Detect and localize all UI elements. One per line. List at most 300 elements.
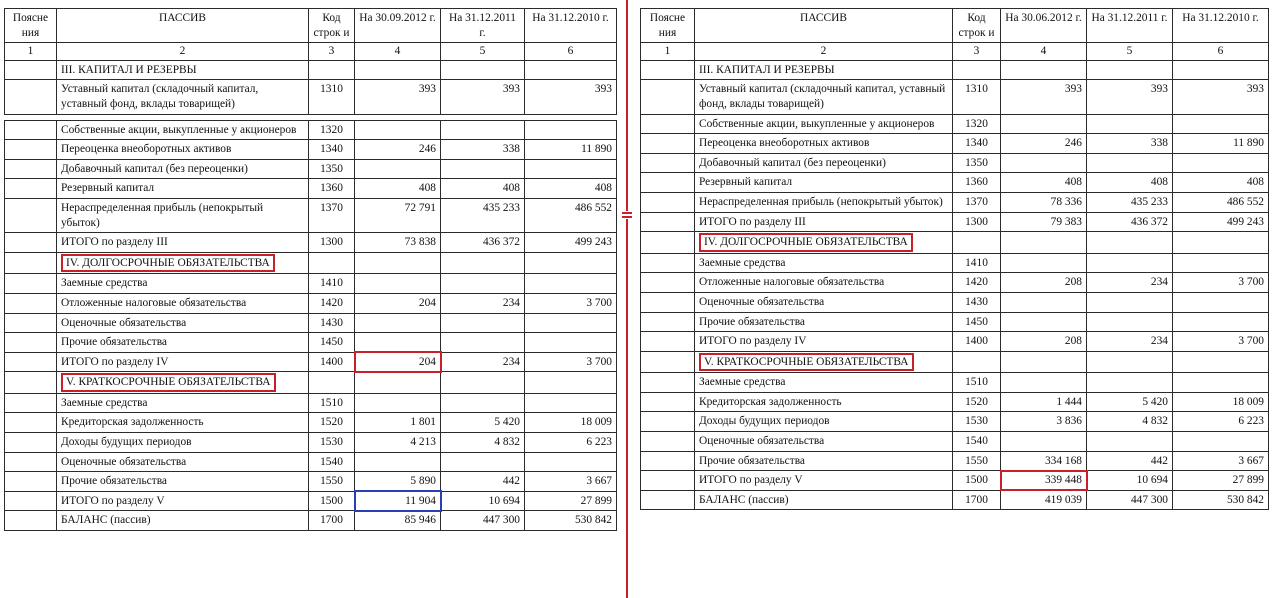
value-2011: [441, 120, 525, 140]
col-header-2010: На 31.12.2010 г.: [1173, 9, 1269, 43]
line-code: 1700: [953, 490, 1001, 510]
line-code: 1310: [953, 80, 1001, 114]
row-label: Переоценка внеоборотных активов: [695, 134, 953, 154]
col-header-liabilities: ПАССИВ: [57, 9, 309, 43]
value-2011: [1087, 253, 1173, 273]
table-row: [5, 179, 617, 199]
value-2010: 3 667: [525, 472, 617, 492]
row-label: [57, 252, 309, 274]
line-code: 1500: [953, 471, 1001, 491]
notes-cell: [641, 412, 695, 432]
notes-cell: [5, 393, 57, 413]
value-2011: 442: [1087, 451, 1173, 471]
line-code: 1370: [309, 198, 355, 232]
section-header-row: [5, 60, 617, 80]
notes-cell: [5, 413, 57, 433]
value-current-period: 204: [355, 352, 441, 372]
value-2011: 447 300: [441, 511, 525, 531]
value-2010: 486 552: [1173, 192, 1269, 212]
section-header-row: [641, 60, 1269, 80]
notes-cell: [641, 153, 695, 173]
value-current-period: 339 448: [1001, 471, 1087, 491]
column-number-row: [5, 43, 617, 61]
notes-cell: [641, 351, 695, 373]
value-2010: [525, 452, 617, 472]
table-row: [641, 312, 1269, 332]
table-row: [5, 159, 617, 179]
notes-cell: [5, 433, 57, 453]
notes-cell: [5, 511, 57, 531]
notes-cell: [641, 292, 695, 312]
line-code: 1450: [953, 312, 1001, 332]
table-row: [641, 253, 1269, 273]
value-2010: 499 243: [1173, 212, 1269, 232]
table-row: [5, 120, 617, 140]
row-label: ИТОГО по разделу III: [695, 212, 953, 232]
value-2010: 3 700: [1173, 273, 1269, 293]
row-label: Уставный капитал (складочный капитал, уставный фонд, вклады товарищей): [57, 80, 309, 114]
table-row: [5, 433, 617, 453]
value-2010: 486 552: [525, 198, 617, 232]
value-2011: [441, 452, 525, 472]
row-label: ИТОГО по разделу V: [695, 471, 953, 491]
value-current-period: 85 946: [355, 511, 441, 531]
value-2011: [1087, 351, 1173, 373]
notes-cell: [5, 491, 57, 511]
value-current-period: 73 838: [355, 233, 441, 253]
section-header-row: [5, 372, 617, 394]
notes-cell: [641, 173, 695, 193]
table-row: [641, 212, 1269, 232]
row-label: Кредиторская задолженность: [57, 413, 309, 433]
column-number: 3: [309, 43, 355, 61]
notes-cell: [5, 274, 57, 294]
value-current-period: [355, 120, 441, 140]
value-current-period: 393: [1001, 80, 1087, 114]
line-code: 1410: [309, 274, 355, 294]
line-code: 1520: [953, 392, 1001, 412]
value-2011: 10 694: [441, 491, 525, 511]
section-title-highlight: V. КРАТКОСРОЧНЫЕ ОБЯЗАТЕЛЬСТВА: [699, 353, 914, 372]
line-code: 1410: [953, 253, 1001, 273]
notes-cell: [641, 60, 695, 80]
value-current-period: 393: [355, 80, 441, 114]
line-code: 1450: [309, 333, 355, 353]
value-2011: 393: [1087, 80, 1173, 114]
col-header-line-code: Код строк и: [309, 9, 355, 43]
line-code: 1550: [309, 472, 355, 492]
row-label: Уставный капитал (складочный капитал, уставный фонд, вклады товарищей): [695, 80, 953, 114]
notes-cell: [641, 114, 695, 134]
table-row: [641, 173, 1269, 193]
value-current-period: [1001, 373, 1087, 393]
column-number: 4: [355, 43, 441, 61]
value-2010: [1173, 351, 1269, 373]
value-2010: 11 890: [1173, 134, 1269, 154]
notes-cell: [641, 273, 695, 293]
row-label: III. КАПИТАЛ И РЕЗЕРВЫ: [57, 60, 309, 80]
row-label: Отложенные налоговые обязательства: [57, 293, 309, 313]
header-row: [641, 9, 1269, 43]
value-current-period: [355, 274, 441, 294]
row-label: Прочие обязательства: [695, 312, 953, 332]
row-label: Резервный капитал: [57, 179, 309, 199]
row-label: Заемные средства: [57, 393, 309, 413]
value-2011: [1087, 292, 1173, 312]
line-code: 1530: [309, 433, 355, 453]
table-row: [5, 511, 617, 531]
value-current-period: [1001, 60, 1087, 80]
row-label: Резервный капитал: [695, 173, 953, 193]
row-label: Нераспределенная прибыль (непокрытый убыток): [695, 192, 953, 212]
line-code: [953, 232, 1001, 254]
value-current-period: 1 444: [1001, 392, 1087, 412]
value-2011: [1087, 312, 1173, 332]
table-body: [641, 60, 1269, 510]
value-2010: [525, 274, 617, 294]
value-current-period: [1001, 253, 1087, 273]
value-2011: 442: [441, 472, 525, 492]
value-2011: 436 372: [441, 233, 525, 253]
value-2010: 499 243: [525, 233, 617, 253]
notes-cell: [5, 293, 57, 313]
col-header-notes: Поясне ния: [5, 9, 57, 43]
right-balance-sheet: [640, 8, 1268, 588]
value-2010: 6 223: [1173, 412, 1269, 432]
table-row: [641, 134, 1269, 154]
notes-cell: [641, 490, 695, 510]
notes-cell: [5, 333, 57, 353]
table-row: [5, 198, 617, 232]
value-current-period: [355, 252, 441, 274]
value-2011: 4 832: [1087, 412, 1173, 432]
table-row: [641, 392, 1269, 412]
value-current-period: 3 836: [1001, 412, 1087, 432]
notes-cell: [641, 332, 695, 352]
value-current-period: [1001, 432, 1087, 452]
row-label: Отложенные налоговые обязательства: [695, 273, 953, 293]
line-code: [309, 60, 355, 80]
value-current-period: [355, 159, 441, 179]
notes-cell: [5, 352, 57, 372]
value-2011: 393: [441, 80, 525, 114]
value-current-period: 11 904: [355, 491, 441, 511]
value-current-period: [355, 372, 441, 394]
value-current-period: [355, 60, 441, 80]
value-2010: 6 223: [525, 433, 617, 453]
notes-cell: [641, 471, 695, 491]
notes-cell: [641, 253, 695, 273]
notes-cell: [5, 313, 57, 333]
value-2010: 3 667: [1173, 451, 1269, 471]
column-number: 3: [953, 43, 1001, 61]
notes-cell: [5, 159, 57, 179]
value-2011: 435 233: [1087, 192, 1173, 212]
line-code: 1350: [309, 159, 355, 179]
value-2011: 5 420: [441, 413, 525, 433]
value-current-period: 208: [1001, 332, 1087, 352]
row-label: [695, 232, 953, 254]
value-current-period: 334 168: [1001, 451, 1087, 471]
table-row: [5, 393, 617, 413]
value-2011: [441, 60, 525, 80]
row-label: БАЛАНС (пассив): [695, 490, 953, 510]
line-code: 1400: [309, 352, 355, 372]
value-current-period: [355, 313, 441, 333]
notes-cell: [5, 140, 57, 160]
line-code: 1510: [953, 373, 1001, 393]
value-2011: [1087, 432, 1173, 452]
value-2010: [1173, 60, 1269, 80]
table-row: [5, 452, 617, 472]
value-current-period: 204: [355, 293, 441, 313]
line-code: 1420: [953, 273, 1001, 293]
value-current-period: 79 383: [1001, 212, 1087, 232]
line-code: 1540: [309, 452, 355, 472]
row-label: Кредиторская задолженность: [695, 392, 953, 412]
value-current-period: 4 213: [355, 433, 441, 453]
line-code: 1310: [309, 80, 355, 114]
notes-cell: [641, 392, 695, 412]
line-code: 1430: [309, 313, 355, 333]
notes-cell: [641, 192, 695, 212]
value-current-period: 72 791: [355, 198, 441, 232]
notes-cell: [641, 232, 695, 254]
value-current-period: 5 890: [355, 472, 441, 492]
column-number: 1: [5, 43, 57, 61]
value-current-period: [355, 333, 441, 353]
line-code: [953, 351, 1001, 373]
left-balance-sheet: [4, 8, 616, 588]
row-label: Оценочные обязательства: [695, 292, 953, 312]
notes-cell: [5, 372, 57, 394]
table-row: [5, 274, 617, 294]
table-row: [641, 114, 1269, 134]
row-label: Нераспределенная прибыль (непокрытый убыток): [57, 198, 309, 232]
value-2011: [441, 159, 525, 179]
table-body: [5, 60, 617, 530]
notes-cell: [5, 198, 57, 232]
value-current-period: 246: [1001, 134, 1087, 154]
line-code: 1500: [309, 491, 355, 511]
value-2010: 530 842: [1173, 490, 1269, 510]
row-label: Заемные средства: [695, 373, 953, 393]
col-header-liabilities: ПАССИВ: [695, 9, 953, 43]
row-label: Прочие обязательства: [695, 451, 953, 471]
row-label: Заемные средства: [57, 274, 309, 294]
line-code: 1360: [953, 173, 1001, 193]
col-header-period: На 30.09.2012 г.: [355, 9, 441, 43]
value-2010: 408: [1173, 173, 1269, 193]
row-label: ИТОГО по разделу IV: [695, 332, 953, 352]
value-2011: 234: [1087, 273, 1173, 293]
notes-cell: [5, 80, 57, 114]
value-2010: 530 842: [525, 511, 617, 531]
notes-cell: [641, 312, 695, 332]
row-label: Собственные акции, выкупленные у акционеров: [695, 114, 953, 134]
liabilities-table-left: [4, 8, 617, 531]
line-code: 1510: [309, 393, 355, 413]
notes-cell: [5, 252, 57, 274]
notes-cell: [5, 472, 57, 492]
column-number: 5: [441, 43, 525, 61]
equals-icon: [620, 211, 634, 219]
line-code: 1520: [309, 413, 355, 433]
table-row: [641, 292, 1269, 312]
row-label: БАЛАНС (пассив): [57, 511, 309, 531]
header-row: [5, 9, 617, 43]
column-number: 1: [641, 43, 695, 61]
notes-cell: [5, 60, 57, 80]
value-2010: 393: [1173, 80, 1269, 114]
line-code: 1530: [953, 412, 1001, 432]
col-header-period: На 30.06.2012 г.: [1001, 9, 1087, 43]
table-row: [5, 233, 617, 253]
table-row: [641, 432, 1269, 452]
value-2010: [525, 60, 617, 80]
table-row: [5, 313, 617, 333]
value-2011: 408: [441, 179, 525, 199]
line-code: 1430: [953, 292, 1001, 312]
value-current-period: 208: [1001, 273, 1087, 293]
value-2011: 338: [441, 140, 525, 160]
row-label: ИТОГО по разделу IV: [57, 352, 309, 372]
value-2011: [441, 333, 525, 353]
table-row: [641, 451, 1269, 471]
row-label: Доходы будущих периодов: [695, 412, 953, 432]
row-label: [695, 351, 953, 373]
notes-cell: [641, 451, 695, 471]
value-2010: [1173, 312, 1269, 332]
value-2011: 408: [1087, 173, 1173, 193]
notes-cell: [5, 233, 57, 253]
value-current-period: 408: [355, 179, 441, 199]
value-current-period: [1001, 351, 1087, 373]
table-row: [5, 293, 617, 313]
column-number: 6: [1173, 43, 1269, 61]
value-2010: 18 009: [1173, 392, 1269, 412]
column-number: 6: [525, 43, 617, 61]
value-2011: 447 300: [1087, 490, 1173, 510]
value-2011: [441, 252, 525, 274]
section-title-highlight: IV. ДОЛГОСРОЧНЫЕ ОБЯЗАТЕЛЬСТВА: [61, 254, 275, 273]
value-current-period: [1001, 232, 1087, 254]
value-2011: 435 233: [441, 198, 525, 232]
value-2011: [1087, 114, 1173, 134]
value-2011: 234: [1087, 332, 1173, 352]
value-2011: 4 832: [441, 433, 525, 453]
value-2010: [525, 252, 617, 274]
line-code: 1340: [953, 134, 1001, 154]
row-label: Доходы будущих периодов: [57, 433, 309, 453]
line-code: 1360: [309, 179, 355, 199]
value-current-period: 1 801: [355, 413, 441, 433]
row-label: ИТОГО по разделу III: [57, 233, 309, 253]
value-2011: 10 694: [1087, 471, 1173, 491]
value-2010: 393: [525, 80, 617, 114]
table-row: [5, 472, 617, 492]
table-row: [641, 471, 1269, 491]
row-label: Прочие обязательства: [57, 333, 309, 353]
value-2011: [1087, 153, 1173, 173]
line-code: 1350: [953, 153, 1001, 173]
column-number: 2: [57, 43, 309, 61]
value-2010: [1173, 153, 1269, 173]
value-2010: 3 700: [525, 352, 617, 372]
value-2010: 27 899: [1173, 471, 1269, 491]
table-row: [5, 413, 617, 433]
value-2010: [1173, 373, 1269, 393]
value-2010: [1173, 114, 1269, 134]
value-2011: [441, 393, 525, 413]
line-code: [953, 60, 1001, 80]
line-code: 1540: [953, 432, 1001, 452]
line-code: 1300: [953, 212, 1001, 232]
notes-cell: [641, 134, 695, 154]
value-2011: [1087, 232, 1173, 254]
section-header-row: [641, 232, 1269, 254]
line-code: 1340: [309, 140, 355, 160]
value-2010: 408: [525, 179, 617, 199]
line-code: 1320: [309, 120, 355, 140]
value-2011: 436 372: [1087, 212, 1173, 232]
row-label: Прочие обязательства: [57, 472, 309, 492]
notes-cell: [641, 80, 695, 114]
value-2010: [1173, 432, 1269, 452]
notes-cell: [5, 120, 57, 140]
value-current-period: 419 039: [1001, 490, 1087, 510]
value-2011: [1087, 60, 1173, 80]
value-2010: 11 890: [525, 140, 617, 160]
table-row: [641, 412, 1269, 432]
value-2010: [525, 393, 617, 413]
value-current-period: [355, 393, 441, 413]
value-2010: [525, 313, 617, 333]
value-2011: 338: [1087, 134, 1173, 154]
value-2011: 234: [441, 293, 525, 313]
comparison-divider: [626, 0, 628, 598]
notes-cell: [5, 452, 57, 472]
table-row: [641, 332, 1269, 352]
col-header-line-code: Код строк и: [953, 9, 1001, 43]
value-2010: [1173, 253, 1269, 273]
table-row: [5, 140, 617, 160]
row-label: Добавочный капитал (без переоценки): [695, 153, 953, 173]
value-current-period: [1001, 114, 1087, 134]
line-code: 1300: [309, 233, 355, 253]
line-code: 1370: [953, 192, 1001, 212]
value-current-period: 246: [355, 140, 441, 160]
row-label: Собственные акции, выкупленные у акционеров: [57, 120, 309, 140]
line-code: 1320: [953, 114, 1001, 134]
column-number: 5: [1087, 43, 1173, 61]
col-header-notes: Поясне ния: [641, 9, 695, 43]
line-code: 1550: [953, 451, 1001, 471]
value-2010: [1173, 292, 1269, 312]
value-2011: 234: [441, 352, 525, 372]
value-2010: 3 700: [525, 293, 617, 313]
value-2011: [1087, 373, 1173, 393]
line-code: 1400: [953, 332, 1001, 352]
section-title-highlight: IV. ДОЛГОСРОЧНЫЕ ОБЯЗАТЕЛЬСТВА: [699, 233, 913, 252]
value-current-period: [1001, 153, 1087, 173]
value-2010: [525, 333, 617, 353]
line-code: 1420: [309, 293, 355, 313]
value-2010: [1173, 232, 1269, 254]
col-header-2011: На 31.12.2011 г.: [1087, 9, 1173, 43]
notes-cell: [641, 212, 695, 232]
row-label: Оценочные обязательства: [57, 313, 309, 333]
